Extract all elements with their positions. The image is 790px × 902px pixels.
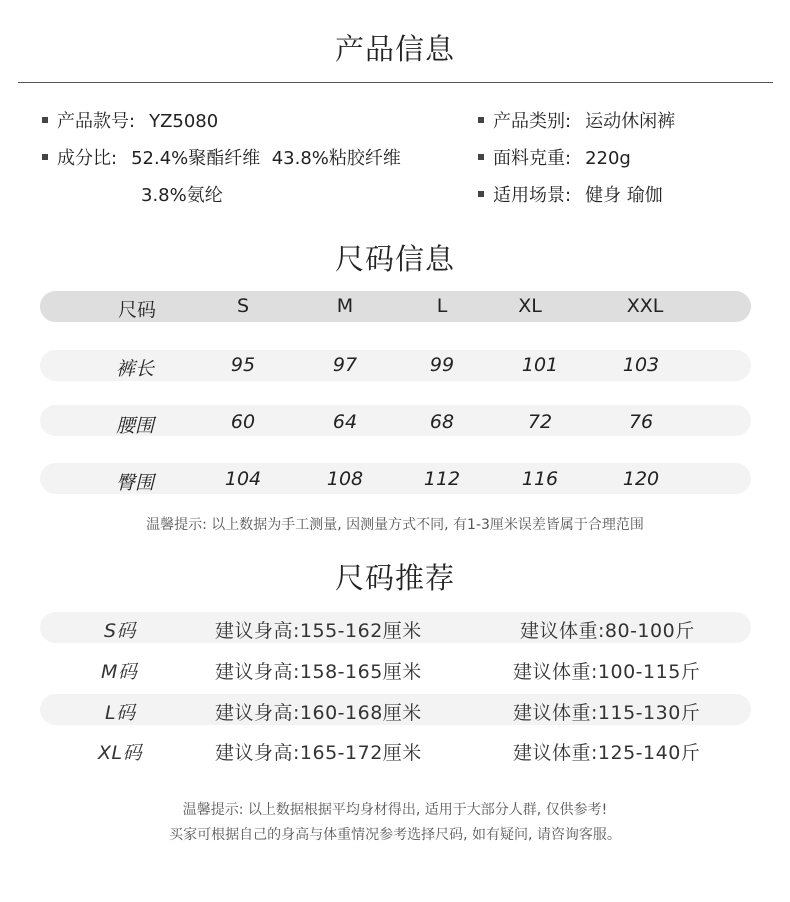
header-cell: M — [336, 295, 354, 317]
size-table-header — [40, 291, 751, 322]
table-cell: 104 — [224, 468, 262, 490]
recommend-note-line2: 买家可根据自己的身高与体重情况参考选择尺码, 如有疑问, 请咨询客服。 — [169, 827, 621, 843]
info-composition — [42, 144, 401, 170]
header-cell: XL — [518, 295, 542, 317]
recommend-size: S码 — [104, 620, 137, 642]
recommend-height: 建议身高:160-168厘米 — [215, 702, 422, 724]
table-cell: 60 — [230, 411, 256, 433]
size-recommend-title: 尺码推荐 — [334, 561, 455, 595]
recommend-weight: 建议体重:115-130斤 — [513, 702, 701, 724]
size-info-title: 尺码信息 — [334, 242, 455, 276]
recommend-size: M码 — [101, 661, 138, 683]
info-value: 220g — [585, 148, 631, 169]
recommend-weight: 建议体重:125-140斤 — [513, 742, 701, 764]
bullet-icon — [42, 154, 48, 160]
recommend-weight: 建议体重:100-115斤 — [513, 661, 701, 683]
table-row — [40, 405, 751, 436]
table-cell: 72 — [527, 411, 553, 433]
recommend-weight: 建议体重:80-100斤 — [520, 620, 695, 642]
info-value: 运动休闲裤 — [585, 111, 676, 132]
info-scenario — [478, 181, 663, 207]
info-style-number — [42, 107, 218, 133]
table-cell: 116 — [521, 468, 559, 490]
header-cell: S — [236, 295, 250, 317]
recommend-height: 建议身高:165-172厘米 — [215, 742, 422, 764]
table-cell: 95 — [230, 354, 256, 376]
bullet-icon — [478, 191, 484, 197]
header-cell: XXL — [626, 295, 664, 317]
table-cell: 97 — [332, 354, 358, 376]
info-label: 产品款号: — [57, 111, 136, 132]
header-cell: L — [436, 295, 448, 317]
recommend-height: 建议身高:158-165厘米 — [215, 661, 422, 683]
info-value: 52.4%聚酯纤维 43.8%粘胶纤维 — [131, 148, 401, 169]
recommend-note-line1: 温馨提示: 以上数据根据平均身材得出, 适用于大部分人群, 仅供参考! — [182, 802, 608, 818]
row-label: 腰围 — [115, 415, 155, 437]
product-info-title: 产品信息 — [334, 32, 455, 66]
info-label: 面料克重: — [493, 148, 572, 169]
recommend-height: 建议身高:155-162厘米 — [215, 620, 422, 642]
bullet-icon — [478, 117, 484, 123]
info-fabric-weight — [478, 144, 631, 170]
info-label: 产品类别: — [493, 111, 572, 132]
table-cell: 103 — [622, 354, 660, 376]
table-cell: 99 — [429, 354, 455, 376]
table-cell: 76 — [628, 411, 654, 433]
bullet-icon — [478, 154, 484, 160]
row-label: 臀围 — [115, 472, 155, 494]
title-divider — [18, 82, 773, 83]
recommend-size: L码 — [105, 702, 136, 724]
table-cell: 68 — [429, 411, 455, 433]
table-cell: 112 — [423, 468, 461, 490]
table-cell: 101 — [521, 354, 559, 376]
row-label: 裤长 — [115, 358, 155, 380]
table-cell: 120 — [622, 468, 660, 490]
info-label: 成分比: — [57, 148, 118, 169]
bullet-icon — [42, 117, 48, 123]
size-note: 温馨提示: 以上数据为手工测量, 因测量方式不同, 有1-3厘米误差皆属于合理范围 — [146, 517, 644, 533]
info-value: YZ5080 — [149, 111, 219, 132]
header-cell: 尺码 — [117, 299, 157, 321]
info-category — [478, 107, 675, 133]
table-cell: 64 — [332, 411, 358, 433]
info-composition-cont: 3.8%氨纶 — [141, 185, 223, 206]
table-row — [40, 463, 751, 494]
info-label: 适用场景: — [493, 185, 572, 206]
table-cell: 108 — [326, 468, 364, 490]
info-value: 健身 瑜伽 — [585, 185, 663, 206]
recommend-size: XL码 — [98, 742, 143, 764]
table-row — [40, 350, 751, 381]
